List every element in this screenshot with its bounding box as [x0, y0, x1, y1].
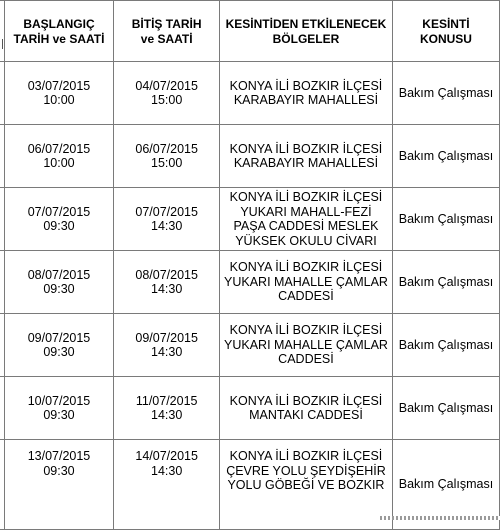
- end-cell: 04/07/2015 15:00: [114, 62, 220, 125]
- header-start-datetime: BAŞLANGIÇ TARİH ve SAATİ: [4, 1, 114, 62]
- start-cell: 13/07/2015 09:30: [4, 440, 114, 530]
- header-outage-topic: KESİNTİ KONUSU: [392, 1, 499, 62]
- topic-cell: Bakım Çalışması: [392, 440, 499, 530]
- end-cell: 11/07/2015 14:30: [114, 377, 220, 440]
- end-cell: 08/07/2015 14:30: [114, 251, 220, 314]
- table-row: [0, 125, 500, 188]
- regions-cell: KONYA İLİ BOZKIR İLÇESİ YUKARI MAHALLE ÇAMLAR CADDESİ: [220, 314, 393, 377]
- end-cell: 14/07/2015 14:30: [114, 440, 220, 530]
- topic-cell: Bakım Çalışması: [392, 188, 499, 251]
- end-cell: 09/07/2015 14:30: [114, 314, 220, 377]
- table-row: [0, 251, 500, 314]
- topic-cell: Bakım Çalışması: [392, 62, 499, 125]
- start-cell: 10/07/2015 09:30: [4, 377, 114, 440]
- header-end-datetime: BİTİŞ TARİH ve SAATİ: [114, 1, 220, 62]
- end-cell: 07/07/2015 14:30: [114, 188, 220, 251]
- regions-cell: KONYA İLİ BOZKIR İLÇESİ KARABAYIR MAHALLESİ: [220, 62, 393, 125]
- topic-cell: Bakım Çalışması: [392, 251, 499, 314]
- end-cell: 06/07/2015 15:00: [114, 125, 220, 188]
- start-cell: 07/07/2015 09:30: [4, 188, 114, 251]
- start-cell: 09/07/2015 09:30: [4, 314, 114, 377]
- regions-cell: KONYA İLİ BOZKIR İLÇESİ MANTAKI CADDESİ: [220, 377, 393, 440]
- topic-cell: Bakım Çalışması: [392, 125, 499, 188]
- regions-cell: KONYA İLİ BOZKIR İLÇESİ YUKARI MAHALL-FEZİ PAŞA CADDESİ MESLEK YÜKSEK OKULU CİVARI: [220, 188, 393, 251]
- table-row: [0, 377, 500, 440]
- scan-edge-artifact: [380, 516, 500, 520]
- table-row: [0, 188, 500, 251]
- regions-cell: KONYA İLİ BOZKIR İLÇESİ YUKARI MAHALLE ÇAMLAR CADDESİ: [220, 251, 393, 314]
- topic-cell: Bakım Çalışması: [392, 314, 499, 377]
- table-row: [0, 62, 500, 125]
- table-row: [0, 314, 500, 377]
- start-cell: 08/07/2015 09:30: [4, 251, 114, 314]
- regions-cell: KONYA İLİ BOZKIR İLÇESİ KARABAYIR MAHALLESİ: [220, 125, 393, 188]
- start-cell: 06/07/2015 10:00: [4, 125, 114, 188]
- header-affected-regions: KESİNTİDEN ETKİLENECEK BÖLGELER: [220, 1, 393, 62]
- header-row: [0, 1, 500, 62]
- regions-cell: KONYA İLİ BOZKIR İLÇESİ ÇEVRE YOLU ŞEYDİŞEHİR YOLU GÖBEĞİ VE BOZKIR: [220, 440, 393, 530]
- topic-cell: Bakım Çalışması: [392, 377, 499, 440]
- start-cell: 03/07/2015 10:00: [4, 62, 114, 125]
